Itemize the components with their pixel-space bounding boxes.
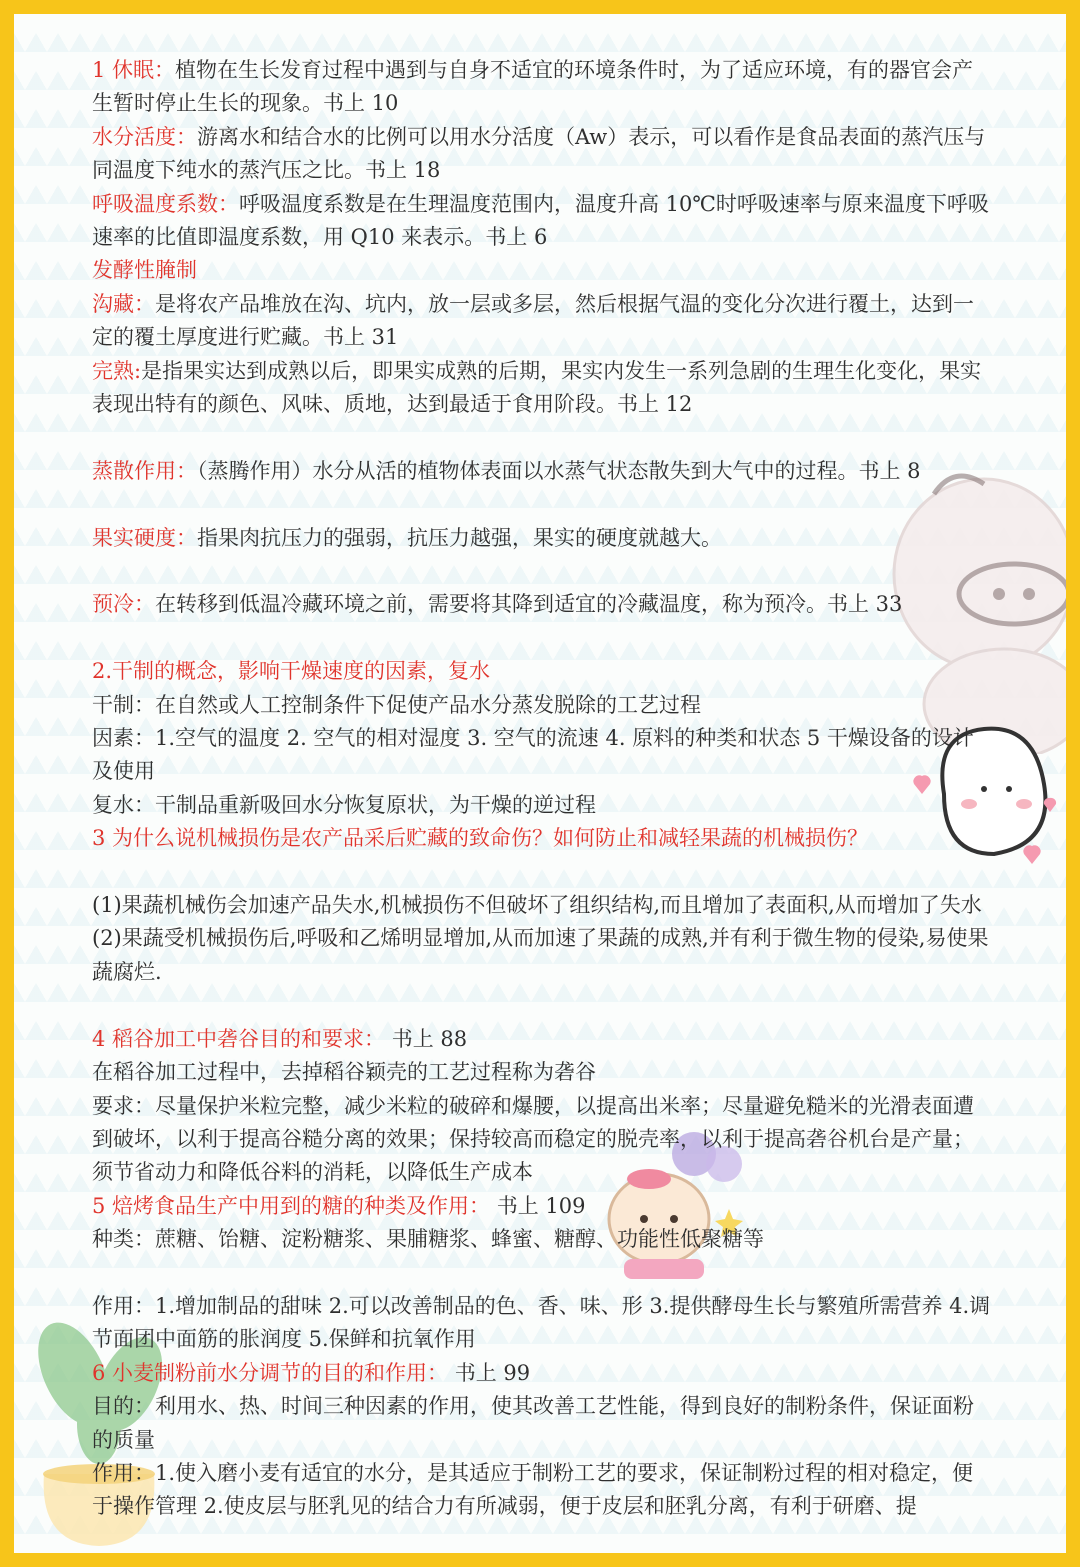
term-label: 1 休眠： — [92, 58, 176, 82]
question-3-heading: 3 为什么说机械损伤是农产品采后贮藏的致命伤？如何防止和减轻果蔬的机械损伤？ — [92, 826, 869, 851]
definition-dormancy — [92, 54, 992, 121]
q2-line: 干制：在自然或人工控制条件下促使产品水分蒸发脱除的工艺过程 — [92, 692, 701, 717]
definition-trench-storage — [92, 288, 992, 355]
page-frame — [14, 14, 1066, 1553]
q2-line: 复水：干制品重新吸回水分恢复原状，为干燥的逆过程 — [92, 792, 596, 817]
question-5-heading-line — [92, 1190, 992, 1223]
term-label: 水分活度： — [92, 124, 197, 149]
definition-respiration-coefficient — [92, 188, 992, 255]
spacer — [92, 488, 992, 521]
notes-content — [92, 54, 992, 1524]
term-text: 游离水和结合水的比例可以用水分活度（Aw）表示，可以看作是食品表面的蒸汽压与同温度下纯水的蒸汽压之比。书上 18 — [92, 124, 986, 183]
question-5-heading: 5 焙烤食品生产中用到的糖的种类及作用： — [92, 1193, 491, 1218]
term-label: 蒸散作用： — [92, 458, 197, 483]
q2-line: 因素：1.空气的温度 2. 空气的相对湿度 3. 空气的流速 4. 原料的种类和状态 5 干燥设备的设计及使用 — [92, 726, 974, 784]
q4-ref: 书上 88 — [391, 1026, 468, 1051]
term-label: 果实硬度： — [92, 525, 197, 550]
definition-precooling — [92, 588, 992, 621]
q6-ref: 书上 99 — [454, 1360, 531, 1385]
term-text: 在转移到低温冷藏环境之前，需要将其降到适宜的冷藏温度，称为预冷。书上 33 — [155, 592, 903, 617]
question-4-heading: 4 稻谷加工中砻谷目的和要求： — [92, 1026, 386, 1051]
term-text: 指果肉抗压力的强弱，抗压力越强，果实的硬度就越大。 — [197, 525, 722, 550]
definition-fruit-firmness — [92, 522, 992, 555]
q4-line: 在稻谷加工过程中，去掉稻谷颖壳的工艺过程称为砻谷 — [92, 1060, 596, 1085]
term-label: 预冷： — [92, 592, 155, 617]
spacer — [92, 1257, 992, 1290]
spacer — [92, 989, 992, 1022]
definition-transpiration — [92, 455, 992, 488]
spacer — [92, 421, 992, 454]
spacer — [92, 622, 992, 655]
term-label: 呼吸温度系数： — [92, 191, 239, 216]
q6-effect: 作用：1.使入磨小麦有适宜的水分，是其适应于制粉工艺的要求，保证制粉过程的相对稳定，便于操作管理 2.使皮层与胚乳见的结合力有所减弱，便于皮层和胚乳分离，有利于研磨、提 — [92, 1460, 974, 1519]
term-text: （蒸腾作用）水分从活的植物体表面以水蒸气状态散失到大气中的过程。书上 8 — [197, 458, 921, 483]
question-6-heading-line — [92, 1357, 992, 1390]
question-6-heading: 6 小麦制粉前水分调节的目的和作用： — [92, 1360, 449, 1385]
term-label: 发酵性腌制 — [92, 258, 197, 283]
q5-uses: 作用：1.增加制品的甜味 2.可以改善制品的色、香、味、形 3.提供酵母生长与繁殖所需营养 4.调节面团中面筋的胀润度 5.保鲜和抗氧作用 — [92, 1293, 991, 1352]
spacer — [92, 856, 992, 889]
question-2-heading: 2.干制的概念，影响干燥速度的因素，复水 — [92, 659, 491, 684]
definition-fermented-pickling — [92, 254, 992, 287]
q5-types: 种类：蔗糖、饴糖、淀粉糖浆、果脯糖浆、蜂蜜、糖醇、功能性低聚糖等 — [92, 1227, 764, 1252]
spacer — [92, 555, 992, 588]
term-label: 沟藏： — [92, 291, 155, 316]
term-text: 是指果实达到成熟以后，即果实成熟的后期，果实内发生一系列急剧的生理生化变化，果实表现出特有的颜色、风味、质地，达到最适于食用阶段。书上 12 — [92, 358, 982, 417]
question-4-heading-line — [92, 1023, 992, 1056]
q6-purpose: 目的：利用水、热、时间三种因素的作用，使其改善工艺性能，得到良好的制粉条件，保证面粉的质量 — [92, 1394, 974, 1452]
definition-full-ripeness — [92, 355, 992, 422]
definition-water-activity — [92, 121, 992, 188]
term-label: 完熟: — [92, 358, 142, 383]
term-text: 是将农产品堆放在沟、坑内，放一层或多层，然后根据气温的变化分次进行覆土，达到一定的覆土厚度进行贮藏。书上 31 — [92, 291, 974, 350]
term-text: 植物在生长发育过程中遇到与自身不适宜的环境条件时，为了适应环境，有的器官会产生暂时停止生长的现象。书上 10 — [92, 58, 974, 116]
term-text: 呼吸温度系数是在生理温度范围内，温度升高 10℃时呼吸速率与原来温度下呼吸速率的比值即温度系数，用 Q10 来表示。书上 6 — [92, 191, 989, 250]
q4-line: 要求：尽量保护米粒完整，减少米粒的破碎和爆腰，以提高出米率；尽量避免糙米的光滑表面遭到破坏，以利于提高谷糙分离的效果；保持较高而稳定的脱壳率，以利于提高砻谷机台是产量；须节省动力和降低谷料的消耗，以降低生产成本 — [92, 1093, 974, 1185]
q3-answer: (1)果蔬机械伤会加速产品失水,机械损伤不但破坏了组织结构,而且增加了表面积,从而增加了失水 (2)果蔬受机械损伤后,呼吸和乙烯明显增加,从而加速了果蔬的成熟,并有利于微生物的侵染,易使果蔬腐烂. — [92, 893, 989, 984]
q5-ref: 书上 109 — [496, 1193, 586, 1218]
